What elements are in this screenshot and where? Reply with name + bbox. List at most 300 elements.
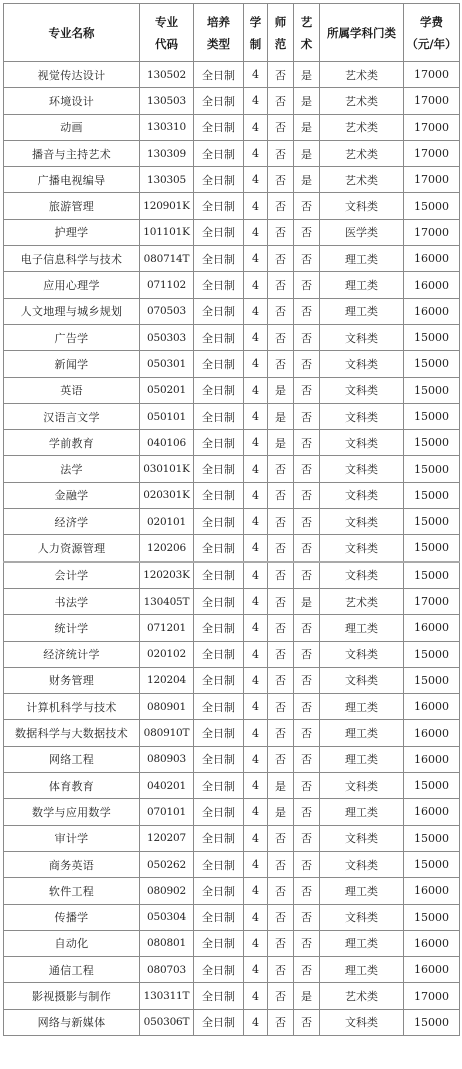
art-cell: 是 bbox=[294, 588, 320, 614]
study-type-cell: 全日制 bbox=[194, 140, 244, 166]
major-code-cell: 120207 bbox=[140, 825, 194, 851]
discipline-category-cell: 文科类 bbox=[320, 562, 404, 589]
tuition-fee-cell: 16000 bbox=[404, 878, 460, 904]
header-duration bbox=[244, 4, 268, 62]
major-code-cell: 050262 bbox=[140, 851, 194, 877]
tuition-fee-cell: 15000 bbox=[404, 825, 460, 851]
major-code-cell: 130503 bbox=[140, 88, 194, 114]
major-code-cell: 070101 bbox=[140, 799, 194, 825]
discipline-category-cell: 文科类 bbox=[320, 351, 404, 377]
major-name-cell: 传播学 bbox=[4, 904, 140, 930]
major-code-cell: 050101 bbox=[140, 403, 194, 429]
major-code-cell: 120901K bbox=[140, 193, 194, 219]
art-cell: 否 bbox=[294, 430, 320, 456]
teacher-training-cell: 否 bbox=[268, 641, 294, 667]
major-name-cell: 广播电视编导 bbox=[4, 167, 140, 193]
header-major-name bbox=[4, 4, 140, 62]
teacher-training-cell: 否 bbox=[268, 140, 294, 166]
table-row bbox=[4, 219, 460, 245]
art-cell: 否 bbox=[294, 509, 320, 535]
tuition-fee-cell: 15000 bbox=[404, 535, 460, 562]
major-name-cell: 网络工程 bbox=[4, 746, 140, 772]
art-cell: 是 bbox=[294, 167, 320, 193]
tuition-fee-cell: 15000 bbox=[404, 851, 460, 877]
discipline-category-cell: 艺术类 bbox=[320, 114, 404, 140]
study-type-cell: 全日制 bbox=[194, 957, 244, 983]
major-name-cell: 应用心理学 bbox=[4, 272, 140, 298]
table-row bbox=[4, 1009, 460, 1035]
major-code-cell: 080714T bbox=[140, 246, 194, 272]
duration-cell: 4 bbox=[244, 219, 268, 245]
tuition-fee-cell: 16000 bbox=[404, 272, 460, 298]
tuition-fee-cell: 17000 bbox=[404, 588, 460, 614]
header-art bbox=[294, 4, 320, 62]
tuition-fee-cell: 15000 bbox=[404, 773, 460, 799]
header-major-code-line2: 代码 bbox=[155, 36, 178, 51]
duration-cell: 4 bbox=[244, 878, 268, 904]
teacher-training-cell: 否 bbox=[268, 667, 294, 693]
teacher-training-cell: 是 bbox=[268, 377, 294, 403]
teacher-training-cell: 否 bbox=[268, 878, 294, 904]
duration-cell: 4 bbox=[244, 509, 268, 535]
major-name-cell: 学前教育 bbox=[4, 430, 140, 456]
major-code-cell: 080910T bbox=[140, 720, 194, 746]
teacher-training-cell: 否 bbox=[268, 746, 294, 772]
duration-cell: 4 bbox=[244, 377, 268, 403]
tuition-fee-cell: 17000 bbox=[404, 219, 460, 245]
duration-cell: 4 bbox=[244, 1009, 268, 1035]
teacher-training-cell: 否 bbox=[268, 562, 294, 589]
duration-cell: 4 bbox=[244, 851, 268, 877]
study-type-cell: 全日制 bbox=[194, 746, 244, 772]
discipline-category-cell: 文科类 bbox=[320, 667, 404, 693]
major-code-cell: 130309 bbox=[140, 140, 194, 166]
table-header bbox=[4, 4, 460, 62]
teacher-training-cell: 否 bbox=[268, 219, 294, 245]
study-type-cell: 全日制 bbox=[194, 456, 244, 482]
major-code-cell: 120203K bbox=[140, 562, 194, 589]
major-code-cell: 020301K bbox=[140, 482, 194, 508]
duration-cell: 4 bbox=[244, 957, 268, 983]
header-duration-line2: 制 bbox=[249, 36, 262, 51]
art-cell: 否 bbox=[294, 615, 320, 641]
study-type-cell: 全日制 bbox=[194, 667, 244, 693]
art-cell: 否 bbox=[294, 403, 320, 429]
major-name-cell: 商务英语 bbox=[4, 851, 140, 877]
art-cell: 否 bbox=[294, 694, 320, 720]
table-row bbox=[4, 957, 460, 983]
table-row bbox=[4, 167, 460, 193]
art-cell: 否 bbox=[294, 773, 320, 799]
discipline-category-cell: 理工类 bbox=[320, 615, 404, 641]
teacher-training-cell: 是 bbox=[268, 799, 294, 825]
art-cell: 是 bbox=[294, 114, 320, 140]
duration-cell: 4 bbox=[244, 62, 268, 88]
discipline-category-cell: 文科类 bbox=[320, 482, 404, 508]
major-code-cell: 040201 bbox=[140, 773, 194, 799]
duration-cell: 4 bbox=[244, 588, 268, 614]
study-type-cell: 全日制 bbox=[194, 588, 244, 614]
tuition-fee-cell: 16000 bbox=[404, 930, 460, 956]
teacher-training-cell: 否 bbox=[268, 694, 294, 720]
major-code-cell: 130502 bbox=[140, 62, 194, 88]
duration-cell: 4 bbox=[244, 246, 268, 272]
tuition-fee-cell: 15000 bbox=[404, 430, 460, 456]
tuition-fee-cell: 15000 bbox=[404, 193, 460, 219]
duration-cell: 4 bbox=[244, 562, 268, 589]
table-row bbox=[4, 509, 460, 535]
major-code-cell: 080801 bbox=[140, 930, 194, 956]
tuition-fee-cell: 15000 bbox=[404, 904, 460, 930]
table-row bbox=[4, 193, 460, 219]
major-name-cell: 电子信息科学与技术 bbox=[4, 246, 140, 272]
art-cell: 否 bbox=[294, 193, 320, 219]
duration-cell: 4 bbox=[244, 482, 268, 508]
teacher-training-cell: 否 bbox=[268, 588, 294, 614]
table-row bbox=[4, 667, 460, 693]
study-type-cell: 全日制 bbox=[194, 904, 244, 930]
study-type-cell: 全日制 bbox=[194, 825, 244, 851]
major-code-cell: 101101K bbox=[140, 219, 194, 245]
art-cell: 否 bbox=[294, 246, 320, 272]
tuition-fee-cell: 16000 bbox=[404, 746, 460, 772]
discipline-category-cell: 文科类 bbox=[320, 825, 404, 851]
major-code-cell: 050303 bbox=[140, 324, 194, 350]
major-name-cell: 通信工程 bbox=[4, 957, 140, 983]
major-name-cell: 旅游管理 bbox=[4, 193, 140, 219]
duration-cell: 4 bbox=[244, 167, 268, 193]
discipline-category-cell: 理工类 bbox=[320, 694, 404, 720]
major-name-cell: 数学与应用数学 bbox=[4, 799, 140, 825]
major-name-cell: 软件工程 bbox=[4, 878, 140, 904]
discipline-category-cell: 理工类 bbox=[320, 930, 404, 956]
study-type-cell: 全日制 bbox=[194, 535, 244, 562]
study-type-cell: 全日制 bbox=[194, 773, 244, 799]
duration-cell: 4 bbox=[244, 193, 268, 219]
major-code-cell: 130405T bbox=[140, 588, 194, 614]
major-code-cell: 050306T bbox=[140, 1009, 194, 1035]
tuition-fee-cell: 17000 bbox=[404, 62, 460, 88]
study-type-cell: 全日制 bbox=[194, 114, 244, 140]
teacher-training-cell: 否 bbox=[268, 272, 294, 298]
tuition-fee-cell: 15000 bbox=[404, 377, 460, 403]
table-row bbox=[4, 851, 460, 877]
art-cell: 否 bbox=[294, 667, 320, 693]
header-major-code-line1: 专业 bbox=[155, 14, 178, 29]
discipline-category-cell: 艺术类 bbox=[320, 167, 404, 193]
duration-cell: 4 bbox=[244, 114, 268, 140]
table-row bbox=[4, 140, 460, 166]
table-row bbox=[4, 825, 460, 851]
duration-cell: 4 bbox=[244, 720, 268, 746]
art-cell: 否 bbox=[294, 641, 320, 667]
table-row bbox=[4, 298, 460, 324]
teacher-training-cell: 否 bbox=[268, 324, 294, 350]
discipline-category-cell: 文科类 bbox=[320, 509, 404, 535]
art-cell: 否 bbox=[294, 904, 320, 930]
study-type-cell: 全日制 bbox=[194, 298, 244, 324]
table-row bbox=[4, 377, 460, 403]
major-name-cell: 统计学 bbox=[4, 615, 140, 641]
art-cell: 否 bbox=[294, 746, 320, 772]
table-row bbox=[4, 456, 460, 482]
major-name-cell: 人文地理与城乡规划 bbox=[4, 298, 140, 324]
table-row bbox=[4, 878, 460, 904]
study-type-cell: 全日制 bbox=[194, 430, 244, 456]
tuition-fee-cell: 16000 bbox=[404, 799, 460, 825]
table-row bbox=[4, 430, 460, 456]
duration-cell: 4 bbox=[244, 641, 268, 667]
major-name-cell: 自动化 bbox=[4, 930, 140, 956]
teacher-training-cell: 否 bbox=[268, 246, 294, 272]
duration-cell: 4 bbox=[244, 773, 268, 799]
study-type-cell: 全日制 bbox=[194, 482, 244, 508]
table-row bbox=[4, 930, 460, 956]
study-type-cell: 全日制 bbox=[194, 878, 244, 904]
major-code-cell: 070503 bbox=[140, 298, 194, 324]
major-code-cell: 050201 bbox=[140, 377, 194, 403]
major-code-cell: 080703 bbox=[140, 957, 194, 983]
study-type-cell: 全日制 bbox=[194, 720, 244, 746]
duration-cell: 4 bbox=[244, 667, 268, 693]
major-name-cell: 经济统计学 bbox=[4, 641, 140, 667]
header-study-type bbox=[194, 4, 244, 62]
header-discipline-category bbox=[320, 4, 404, 62]
discipline-category-cell: 艺术类 bbox=[320, 588, 404, 614]
major-code-cell: 130305 bbox=[140, 167, 194, 193]
study-type-cell: 全日制 bbox=[194, 272, 244, 298]
discipline-category-cell: 理工类 bbox=[320, 720, 404, 746]
major-code-cell: 080901 bbox=[140, 694, 194, 720]
tuition-fee-cell: 15000 bbox=[404, 509, 460, 535]
major-code-cell: 130310 bbox=[140, 114, 194, 140]
table-row bbox=[4, 482, 460, 508]
art-cell: 否 bbox=[294, 799, 320, 825]
art-cell: 否 bbox=[294, 825, 320, 851]
header-art-line1: 艺 bbox=[300, 14, 313, 29]
discipline-category-cell: 理工类 bbox=[320, 272, 404, 298]
table-row bbox=[4, 246, 460, 272]
tuition-fee-cell: 15000 bbox=[404, 403, 460, 429]
table-row bbox=[4, 324, 460, 350]
tuition-fee-cell: 15000 bbox=[404, 482, 460, 508]
teacher-training-cell: 否 bbox=[268, 62, 294, 88]
teacher-training-cell: 否 bbox=[268, 851, 294, 877]
teacher-training-cell: 否 bbox=[268, 193, 294, 219]
header-row bbox=[4, 4, 460, 62]
teacher-training-cell: 否 bbox=[268, 720, 294, 746]
discipline-category-cell: 理工类 bbox=[320, 799, 404, 825]
teacher-training-cell: 否 bbox=[268, 930, 294, 956]
major-name-cell: 英语 bbox=[4, 377, 140, 403]
teacher-training-cell: 否 bbox=[268, 825, 294, 851]
major-name-cell: 新闻学 bbox=[4, 351, 140, 377]
teacher-training-cell: 否 bbox=[268, 509, 294, 535]
major-code-cell: 080903 bbox=[140, 746, 194, 772]
discipline-category-cell: 艺术类 bbox=[320, 62, 404, 88]
teacher-training-cell: 否 bbox=[268, 535, 294, 562]
duration-cell: 4 bbox=[244, 535, 268, 562]
major-name-cell: 动画 bbox=[4, 114, 140, 140]
study-type-cell: 全日制 bbox=[194, 1009, 244, 1035]
tuition-fee-cell: 16000 bbox=[404, 298, 460, 324]
tuition-fee-cell: 16000 bbox=[404, 615, 460, 641]
table-row bbox=[4, 746, 460, 772]
discipline-category-cell: 文科类 bbox=[320, 430, 404, 456]
major-name-cell: 环境设计 bbox=[4, 88, 140, 114]
duration-cell: 4 bbox=[244, 272, 268, 298]
teacher-training-cell: 否 bbox=[268, 1009, 294, 1035]
discipline-category-cell: 文科类 bbox=[320, 851, 404, 877]
table-row bbox=[4, 535, 460, 562]
major-name-cell: 计算机科学与技术 bbox=[4, 694, 140, 720]
study-type-cell: 全日制 bbox=[194, 351, 244, 377]
art-cell: 否 bbox=[294, 324, 320, 350]
duration-cell: 4 bbox=[244, 88, 268, 114]
tuition-fee-cell: 15000 bbox=[404, 1009, 460, 1035]
art-cell: 否 bbox=[294, 482, 320, 508]
header-major-code bbox=[140, 4, 194, 62]
discipline-category-cell: 文科类 bbox=[320, 641, 404, 667]
major-name-cell: 网络与新媒体 bbox=[4, 1009, 140, 1035]
major-name-cell: 审计学 bbox=[4, 825, 140, 851]
art-cell: 否 bbox=[294, 298, 320, 324]
study-type-cell: 全日制 bbox=[194, 694, 244, 720]
discipline-category-cell: 理工类 bbox=[320, 246, 404, 272]
teacher-training-cell: 否 bbox=[268, 114, 294, 140]
discipline-category-cell: 艺术类 bbox=[320, 88, 404, 114]
art-cell: 否 bbox=[294, 219, 320, 245]
teacher-training-cell: 否 bbox=[268, 957, 294, 983]
art-cell: 否 bbox=[294, 535, 320, 562]
table-row bbox=[4, 403, 460, 429]
duration-cell: 4 bbox=[244, 825, 268, 851]
tuition-fee-cell: 17000 bbox=[404, 140, 460, 166]
art-cell: 否 bbox=[294, 377, 320, 403]
art-cell: 是 bbox=[294, 62, 320, 88]
table-row bbox=[4, 62, 460, 88]
study-type-cell: 全日制 bbox=[194, 615, 244, 641]
major-code-cell: 050301 bbox=[140, 351, 194, 377]
tuition-fee-cell: 15000 bbox=[404, 456, 460, 482]
art-cell: 是 bbox=[294, 140, 320, 166]
table-row bbox=[4, 983, 460, 1009]
teacher-training-cell: 否 bbox=[268, 298, 294, 324]
header-tuition-fee-line2: （元/年） bbox=[406, 36, 457, 51]
table-row bbox=[4, 562, 460, 589]
majors-fee-table bbox=[3, 3, 460, 1036]
study-type-cell: 全日制 bbox=[194, 562, 244, 589]
art-cell: 否 bbox=[294, 930, 320, 956]
major-name-cell: 金融学 bbox=[4, 482, 140, 508]
discipline-category-cell: 文科类 bbox=[320, 535, 404, 562]
teacher-training-cell: 否 bbox=[268, 88, 294, 114]
discipline-category-cell: 理工类 bbox=[320, 878, 404, 904]
study-type-cell: 全日制 bbox=[194, 799, 244, 825]
duration-cell: 4 bbox=[244, 298, 268, 324]
header-tuition-fee-line1: 学费 bbox=[420, 14, 443, 29]
discipline-category-cell: 文科类 bbox=[320, 773, 404, 799]
major-name-cell: 体育教育 bbox=[4, 773, 140, 799]
duration-cell: 4 bbox=[244, 746, 268, 772]
header-study-type-line1: 培养 bbox=[207, 14, 230, 29]
study-type-cell: 全日制 bbox=[194, 851, 244, 877]
major-code-cell: 020102 bbox=[140, 641, 194, 667]
discipline-category-cell: 文科类 bbox=[320, 377, 404, 403]
discipline-category-cell: 医学类 bbox=[320, 219, 404, 245]
tuition-fee-cell: 16000 bbox=[404, 957, 460, 983]
major-name-cell: 会计学 bbox=[4, 562, 140, 589]
tuition-fee-cell: 17000 bbox=[404, 88, 460, 114]
table-row bbox=[4, 694, 460, 720]
study-type-cell: 全日制 bbox=[194, 324, 244, 350]
study-type-cell: 全日制 bbox=[194, 983, 244, 1009]
study-type-cell: 全日制 bbox=[194, 62, 244, 88]
tuition-fee-cell: 15000 bbox=[404, 667, 460, 693]
art-cell: 是 bbox=[294, 983, 320, 1009]
tuition-fee-cell: 17000 bbox=[404, 114, 460, 140]
art-cell: 是 bbox=[294, 88, 320, 114]
duration-cell: 4 bbox=[244, 799, 268, 825]
tuition-fee-cell: 15000 bbox=[404, 324, 460, 350]
header-discipline-category-text: 所属学科门类 bbox=[327, 25, 396, 40]
art-cell: 否 bbox=[294, 878, 320, 904]
table-row bbox=[4, 88, 460, 114]
header-art-line2: 术 bbox=[300, 36, 313, 51]
tuition-fee-cell: 15000 bbox=[404, 351, 460, 377]
table-row bbox=[4, 641, 460, 667]
header-study-type-line2: 类型 bbox=[207, 36, 230, 51]
discipline-category-cell: 文科类 bbox=[320, 1009, 404, 1035]
table-row bbox=[4, 588, 460, 614]
discipline-category-cell: 艺术类 bbox=[320, 140, 404, 166]
art-cell: 否 bbox=[294, 957, 320, 983]
major-code-cell: 120204 bbox=[140, 667, 194, 693]
teacher-training-cell: 是 bbox=[268, 773, 294, 799]
tuition-fee-cell: 15000 bbox=[404, 641, 460, 667]
duration-cell: 4 bbox=[244, 904, 268, 930]
major-code-cell: 120206 bbox=[140, 535, 194, 562]
discipline-category-cell: 理工类 bbox=[320, 298, 404, 324]
major-code-cell: 040106 bbox=[140, 430, 194, 456]
study-type-cell: 全日制 bbox=[194, 193, 244, 219]
table-row bbox=[4, 720, 460, 746]
art-cell: 否 bbox=[294, 720, 320, 746]
duration-cell: 4 bbox=[244, 140, 268, 166]
discipline-category-cell: 艺术类 bbox=[320, 983, 404, 1009]
study-type-cell: 全日制 bbox=[194, 509, 244, 535]
study-type-cell: 全日制 bbox=[194, 167, 244, 193]
study-type-cell: 全日制 bbox=[194, 219, 244, 245]
study-type-cell: 全日制 bbox=[194, 88, 244, 114]
tuition-fee-cell: 17000 bbox=[404, 167, 460, 193]
major-code-cell: 020101 bbox=[140, 509, 194, 535]
major-code-cell: 030101K bbox=[140, 456, 194, 482]
tuition-fee-cell: 17000 bbox=[404, 983, 460, 1009]
tuition-fee-cell: 16000 bbox=[404, 246, 460, 272]
study-type-cell: 全日制 bbox=[194, 246, 244, 272]
major-name-cell: 护理学 bbox=[4, 219, 140, 245]
major-code-cell: 080902 bbox=[140, 878, 194, 904]
teacher-training-cell: 否 bbox=[268, 167, 294, 193]
study-type-cell: 全日制 bbox=[194, 930, 244, 956]
major-name-cell: 播音与主持艺术 bbox=[4, 140, 140, 166]
table-row bbox=[4, 114, 460, 140]
study-type-cell: 全日制 bbox=[194, 641, 244, 667]
tuition-fee-cell: 16000 bbox=[404, 694, 460, 720]
discipline-category-cell: 理工类 bbox=[320, 746, 404, 772]
header-major-name-text: 专业名称 bbox=[48, 25, 95, 40]
